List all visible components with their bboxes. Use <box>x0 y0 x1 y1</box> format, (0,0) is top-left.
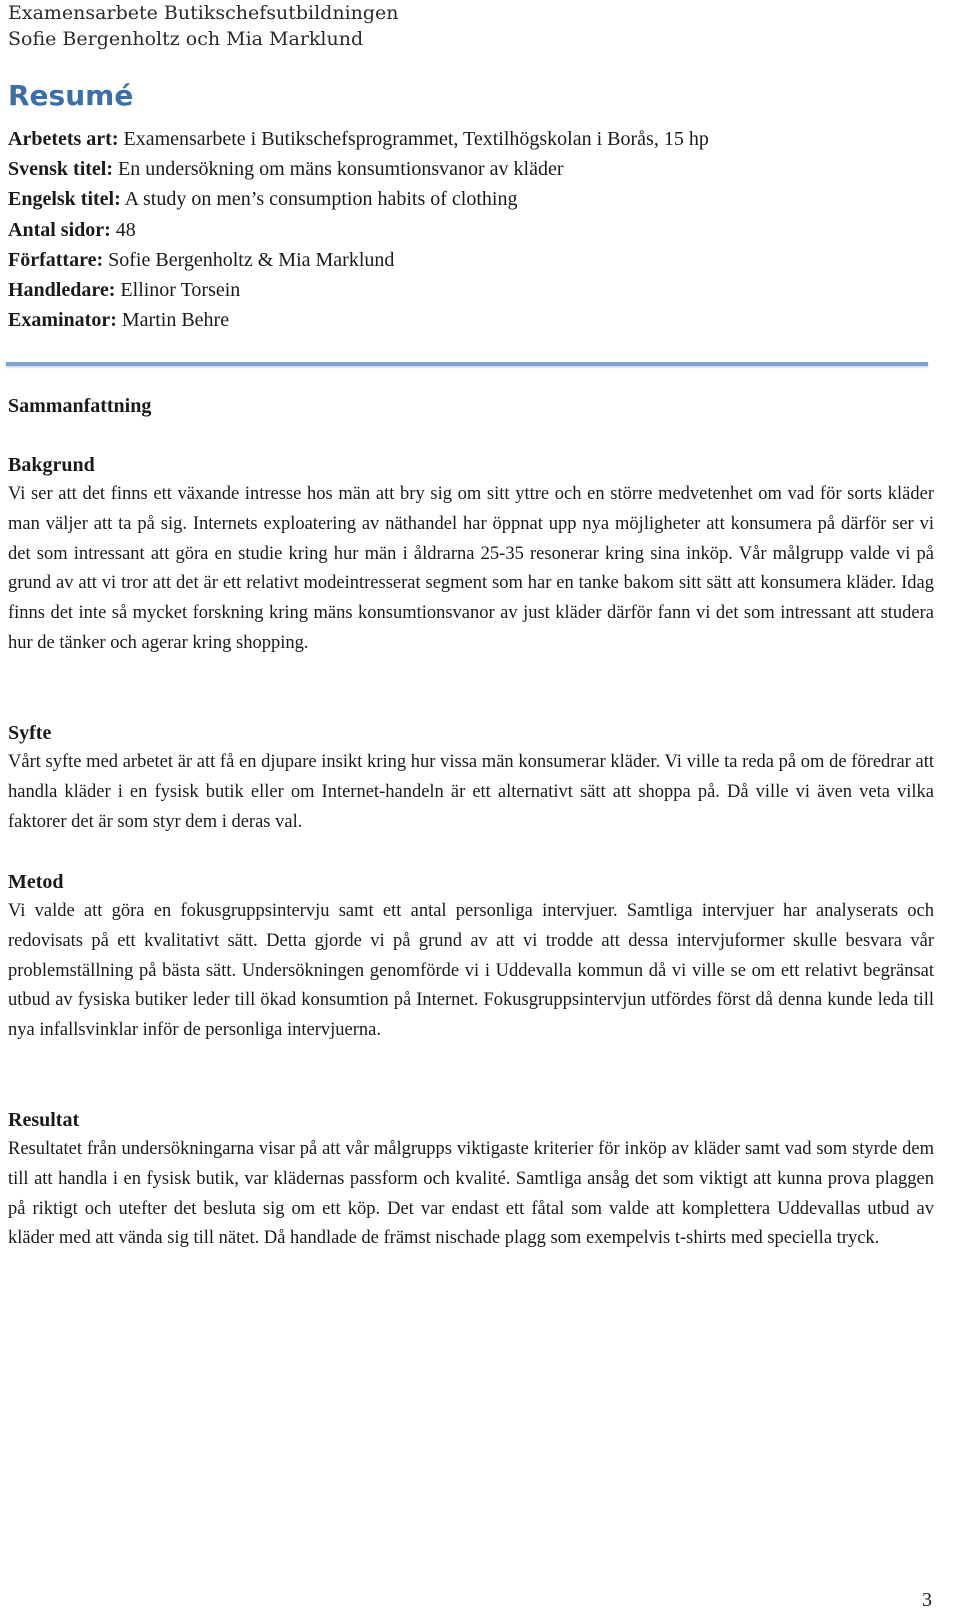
meta-key: Författare: <box>8 248 104 271</box>
header-line-2: Sofie Bergenholtz och Mia Marklund <box>8 28 364 50</box>
meta-key: Examinator: <box>8 309 117 332</box>
section-resultat <box>8 1105 934 1254</box>
section-heading: Metod <box>8 871 64 893</box>
section-body: Vårt syfte med arbetet är att få en djupare insikt kring hur vissa män konsumerar kläder. Vi ville ta reda på om de föredrar att handla kläder i en fysisk butik eller om Internet-handeln är ett alternativt sätt att shoppa på. Då ville vi även veta vilka faktorer det är som styr dem i deras val. <box>8 752 934 832</box>
meta-value: En undersökning om mäns konsumtionsvanor av kläder <box>113 158 564 181</box>
meta-key: Svensk titel: <box>8 158 113 181</box>
section-heading: Syfte <box>8 722 52 744</box>
section-heading: Resultat <box>8 1109 80 1131</box>
meta-key: Engelsk titel: <box>8 188 121 211</box>
meta-value: Ellinor Torsein <box>115 279 241 302</box>
meta-value: Sofie Bergenholtz & Mia Marklund <box>103 248 395 271</box>
section-heading: Bakgrund <box>8 454 95 476</box>
meta-key: Arbetets art: <box>8 128 119 150</box>
section-metod <box>8 867 934 1046</box>
meta-row-examinator <box>8 305 948 335</box>
running-header <box>8 0 399 52</box>
meta-key: Antal sidor: <box>8 218 111 241</box>
meta-key: Handledare: <box>8 279 116 302</box>
header-line-1: Examensarbete Butikschefsutbildningen <box>8 2 399 24</box>
meta-value: Martin Behre <box>116 309 230 332</box>
section-body: Resultatet från undersökningarna visar på att vår målgrupps viktigaste kriterier för inköp av kläder samt vad som styrde dem till att handla i en fysisk butik, var klädernas passform och kvalité. Samtliga ansåg det som viktigt att kunna prova plaggen på riktigt och utefter det besluta sig om ett köp. Det var endast ett fåtal som valde att komplettera Uddevallas utbud av kläder med att vända sig till nätet. Då handlade de främst nischade plagg som exempelvis t-shirts med speciella tryck. <box>8 1139 934 1249</box>
metadata-list <box>8 124 948 335</box>
meta-row-antal-sidor <box>8 215 948 245</box>
meta-row-forfattare <box>8 245 948 275</box>
section-body: Vi ser att det finns ett växande intresse hos män att bry sig om sitt yttre och en större medvetenhet om vad för sorts kläder man väljer att ta på sig. Internets exploatering av näthandel har öppnat upp nya möjligheter att konsumera på därför ser vi det som intressant att göra en studie kring hur män i åldrarna 25-35 resonerar kring sina inköp. Vår målgrupp valde vi på grund av att vi tror att det är ett relativt modeintresserat segment som har en tanke bakom sitt sätt att konsumera kläder. Idag finns det inte så mycket forskning kring mäns konsumtionsvanor av just kläder därför fann vi det som intressant att studera hur de tänker och agerar kring shopping. <box>8 484 934 653</box>
meta-row-handledare <box>8 275 948 305</box>
meta-value: 48 <box>110 218 136 241</box>
section-body: Vi valde att göra en fokusgruppsintervju samt ett antal personliga intervjuer. Samtliga intervjuer har analyserats och redovisats på ett kvalitativt sätt. Detta gjorde vi på grund av att vi trodde att dessa intervjuformer skulle besvara vår problemställning på bästa sätt. Undersökningen genomförde vi i Uddevalla kommun då vi ville se om ett relativt begränsat utbud av fysiska butiker leder till ökad konsumtion på Internet. Fokusgruppsintervjun utfördes först då denna kunde leda till nya infallsvinklar inför de personliga intervjuerna. <box>8 901 934 1041</box>
meta-row-engelsk-titel <box>8 184 948 214</box>
meta-value: A study on men’s consumption habits of clothing <box>120 188 518 211</box>
meta-row-svensk-titel <box>8 154 948 184</box>
page-number: 3 <box>922 1589 932 1611</box>
meta-row-arbetets-art <box>8 124 948 154</box>
summary-heading: Sammanfattning <box>8 395 152 417</box>
section-divider <box>6 362 928 366</box>
meta-value: Examensarbete i Butikschefsprogrammet, Textilhögskolan i Borås, 15 hp <box>118 128 709 150</box>
page-title: Resumé <box>8 79 134 112</box>
section-bakgrund <box>8 450 934 659</box>
section-syfte <box>8 718 934 837</box>
